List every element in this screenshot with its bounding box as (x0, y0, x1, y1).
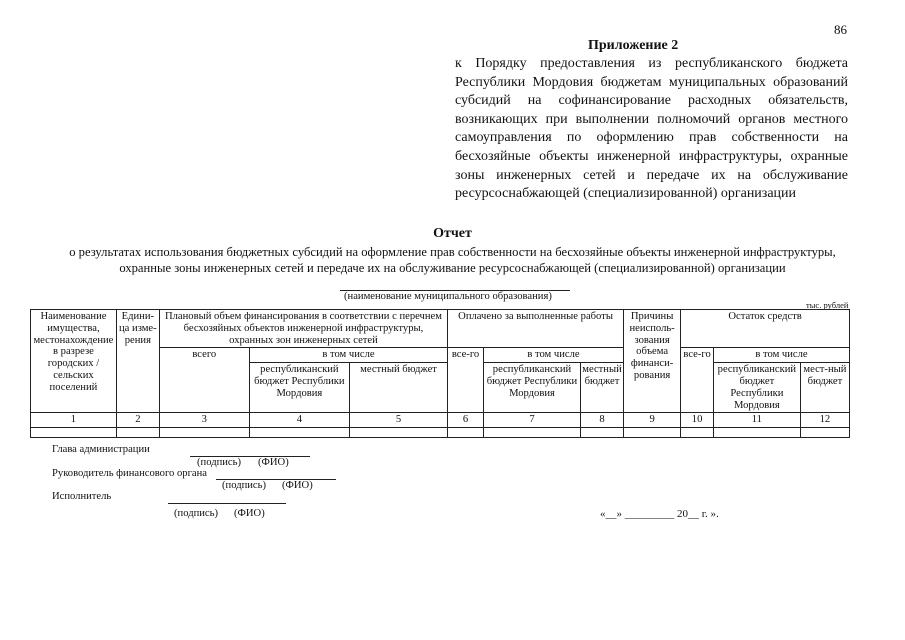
municipality-caption: (наименование муниципального образования) (344, 291, 552, 302)
column-number: 11 (713, 413, 800, 428)
header-paid: Оплачено за выполненные работы (448, 310, 624, 348)
header-paid-total: все-го (448, 348, 484, 413)
executor-sign-caption: (подпись) (174, 508, 218, 519)
header-remainder-rep-budget: республиканский бюджет Республики Мордовия (713, 363, 800, 413)
header-planned-rep-budget: республиканский бюджет Республики Мордовия (249, 363, 349, 413)
table-cell (349, 428, 447, 438)
units-label: тыс. рублей (806, 300, 849, 310)
column-number: 7 (483, 413, 580, 428)
column-number: 1 (31, 413, 117, 428)
finance-head-fio-caption: (ФИО) (282, 480, 313, 491)
appendix-title: Приложение 2 (588, 38, 679, 53)
report-subtitle (40, 244, 865, 276)
column-number: 6 (448, 413, 484, 428)
executor-label: Исполнитель (52, 491, 112, 502)
executor-fio-caption: (ФИО) (234, 508, 265, 519)
page-number: 86 (834, 22, 847, 37)
header-planned-financing: Плановый объем финансирования в соответствии с перечнем бесхозяйных объектов инженерной инфраструктуры, охранных зон инженерных сетей (159, 310, 447, 348)
column-number: 4 (249, 413, 349, 428)
header-paid-local-budget: местный бюджет (581, 363, 624, 413)
column-number: 9 (623, 413, 680, 428)
date-line: «__» _________ 20__ г. ». (600, 508, 719, 520)
column-number: 10 (681, 413, 714, 428)
header-reasons: Причины неисполь-зования объема финанси-рования (623, 310, 680, 413)
header-remainder-including: в том числе (713, 348, 849, 363)
head-fio-caption: (ФИО) (258, 457, 289, 468)
header-planned-local-budget: местный бюджет (349, 363, 447, 413)
header-paid-rep-budget: республиканский бюджет Республики Мордовия (483, 363, 580, 413)
column-number: 8 (581, 413, 624, 428)
table-cell (713, 428, 800, 438)
column-number: 2 (116, 413, 159, 428)
column-number: 12 (800, 413, 849, 428)
head-sign-caption: (подпись) (197, 457, 241, 468)
table-cell (681, 428, 714, 438)
header-planned-total: всего (159, 348, 249, 413)
table-cell (483, 428, 580, 438)
header-remainder-local-budget: мест-ный бюджет (800, 363, 849, 413)
header-name: Наименование имущества, местонахождение в разрезе городских / сельских поселений (31, 310, 117, 413)
table-cell (448, 428, 484, 438)
finance-head-sign-caption: (подпись) (222, 480, 266, 491)
appendix-text: к Порядку предоставления из республиканского бюджета Республики Мордовия бюджетам муниципальных образований субсидий на софинансирование расходных обязательств, возникающих при выполнении полномочий органов местного самоуправления по оформлению прав собственности на бесхозяйные объекты инженерной инфраструктуры, охранные зоны инженерных сетей и передаче их на обслуживание ресурсоснабжающей (специализированной) организации (455, 56, 848, 202)
table-cell (116, 428, 159, 438)
table-cell (31, 428, 117, 438)
report-title: Отчет (433, 226, 472, 241)
column-number: 3 (159, 413, 249, 428)
column-number: 5 (349, 413, 447, 428)
header-unit: Едини-ца изме-рения (116, 310, 159, 413)
report-table (30, 309, 850, 438)
header-planned-including: в том числе (249, 348, 447, 363)
table-cell (581, 428, 624, 438)
table-cell (800, 428, 849, 438)
table-header-row-1 (31, 310, 850, 348)
column-numbers-row (31, 413, 850, 428)
header-remainder-total: все-го (681, 348, 714, 413)
head-label: Глава администрации (52, 444, 150, 455)
header-remainder: Остаток средств (681, 310, 850, 348)
table-cell (249, 428, 349, 438)
report-subtitle-line2: охранные зоны инженерных сетей и передаче их на обслуживание ресурсоснабжающей (специализированной) организации (119, 261, 786, 275)
table-cell (623, 428, 680, 438)
table-data-row (31, 428, 850, 438)
table-cell (159, 428, 249, 438)
executor-signature-line (168, 503, 286, 504)
header-paid-including: в том числе (483, 348, 623, 363)
finance-head-label: Руководитель финансового органа (52, 468, 208, 479)
report-subtitle-line1: о результатах использования бюджетных субсидий на оформление прав собственности на бесхозяйные объекты инженерной инфраструктуры, (69, 245, 836, 259)
